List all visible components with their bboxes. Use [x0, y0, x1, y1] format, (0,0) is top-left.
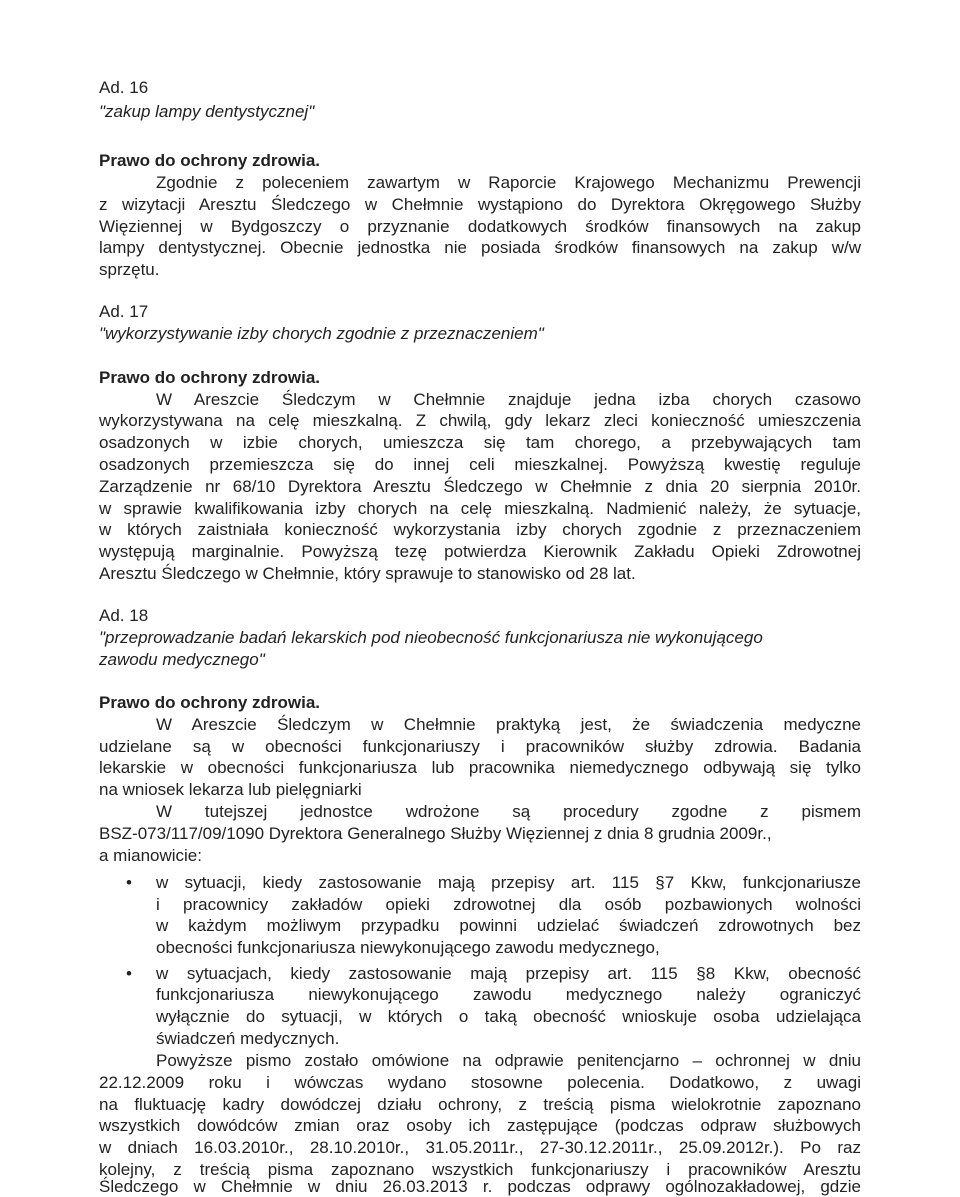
paragraph-line: w dniach 16.03.2010r., 28.10.2010r., 31.05.2011r., 27-30.12.2011r., 25.09.2012r.). Po raz: [99, 1138, 861, 1157]
ad16-heading: Ad. 16: [99, 78, 149, 97]
ad17-label: Prawo do ochrony zdrowia.: [99, 368, 321, 387]
bullet-icon: •: [126, 873, 132, 892]
list-item-line: w sytuacjach, kiedy zastosowanie mają przepisy art. 115 §8 Kkw, obecność: [156, 964, 861, 983]
paragraph-line: udzielane są w obecności funkcjonariuszy i pracowników służby zdrowia. Badania: [99, 737, 861, 756]
paragraph-line: Aresztu Śledczego w Chełmnie, który sprawuje to stanowisko od 28 lat.: [99, 564, 636, 583]
paragraph-line: w których zaistniała konieczność wykorzystania izby chorych zgodnie z przeznaczeniem: [99, 520, 861, 539]
ad18-label: Prawo do ochrony zdrowia.: [99, 693, 321, 712]
paragraph-line: na fluktuację kadry dowódczej działu ochrony, z treścią pisma wielokrotnie zapoznano: [99, 1095, 861, 1114]
paragraph-line: Zgodnie z poleceniem zawartym w Raporcie Krajowego Mechanizmu Prewencji: [156, 173, 861, 192]
paragraph-line: wszystkich dowódców zmian oraz osoby ich zastępujące (podczas odpraw służbowych: [99, 1116, 861, 1135]
list-item-line: obecności funkcjonariusza niewykonującego zawodu medycznego,: [156, 938, 660, 957]
paragraph-line: W Areszcie Śledczym w Chełmnie znajduje jedna izba chorych czasowo: [156, 390, 861, 409]
paragraph-line: na wniosek lekarza lub pielęgniarki: [99, 780, 362, 799]
paragraph-line: W tutejszej jednostce wdrożone są procedury zgodne z pismem: [156, 802, 861, 821]
paragraph-line: osadzonych przemieszcza się do innej celi mieszkalnej. Powyższą kwestię reguluje: [99, 455, 861, 474]
list-item-line: świadczeń medycznych.: [156, 1029, 340, 1048]
ad18-heading: Ad. 18: [99, 606, 149, 625]
list-item-line: funkcjonariusza niewykonującego zawodu medycznego należy ograniczyć: [156, 985, 861, 1004]
paragraph-line: osadzonych w izbie chorych, umieszcza się tam chorego, a przebywających tam: [99, 433, 861, 452]
list-item-line: i pracownicy zakładów opieki zdrowotnej dla osób pozbawionych wolności: [156, 895, 861, 914]
paragraph-line: kolejny, z treścią pisma zapoznano wszystkich funkcjonariuszy i pracowników Aresztu: [99, 1160, 861, 1179]
list-item-line: wyłącznie do sytuacji, w których o taką obecność wnioskuje osoba udzielająca: [156, 1007, 861, 1026]
paragraph-line: W Areszcie Śledczym w Chełmnie praktyką jest, że świadczenia medyczne: [156, 715, 861, 734]
paragraph-line: Więziennej w Bydgoszczy o przyznanie dodatkowych środków finansowych na zakup: [99, 217, 861, 236]
paragraph-line: wykorzystywana na celę mieszkalną. Z chwilą, gdy lekarz zleci konieczność umieszczenia: [99, 411, 861, 430]
paragraph-line: Zarządzenie nr 68/10 Dyrektora Aresztu Śledczego w Chełmnie z dnia 20 sierpnia 2010r.: [99, 477, 861, 496]
ad17-subject: "wykorzystywanie izby chorych zgodnie z przeznaczeniem": [99, 324, 544, 343]
ad18-subject: "przeprowadzanie badań lekarskich pod nieobecność funkcjonariusza nie wykonującego: [99, 628, 763, 647]
list-item-line: w każdym możliwym przypadku powinni udzielać świadczeń zdrowotnych bez: [156, 916, 861, 935]
paragraph-line: a mianowicie:: [99, 846, 202, 865]
paragraph-line: występują marginalnie. Powyższą tezę potwierdza Kierownik Zakładu Opieki Zdrowotnej: [99, 542, 861, 561]
ad17-heading: Ad. 17: [99, 302, 149, 321]
ad18-subject: zawodu medycznego": [99, 650, 265, 669]
bullet-icon: •: [126, 964, 132, 983]
paragraph-line: lampy dentystycznej. Obecnie jednostka nie posiada środków finansowych na zakup w/w: [99, 238, 861, 257]
paragraph-line: z wizytacji Aresztu Śledczego w Chełmnie wystąpiono do Dyrektora Okręgowego Służby: [99, 195, 861, 214]
paragraph-line: Śledczego w Chełmnie w dniu 26.03.2013 r. podczas odprawy ogólnozakładowej, gdzie: [99, 1177, 861, 1196]
paragraph-line: lekarskie w obecności funkcjonariusza lub pracownika niemedycznego odbywają się tylko: [99, 758, 861, 777]
paragraph-line: BSZ-073/117/09/1090 Dyrektora Generalnego Służby Więziennej z dnia 8 grudnia 2009r.,: [99, 824, 772, 843]
list-item-line: w sytuacji, kiedy zastosowanie mają przepisy art. 115 §7 Kkw, funkcjonariusze: [156, 873, 861, 892]
paragraph-line: Powyższe pismo zostało omówione na odprawie penitencjarno – ochronnej w dniu: [156, 1051, 861, 1070]
paragraph-line: sprzętu.: [99, 260, 160, 279]
ad16-label: Prawo do ochrony zdrowia.: [99, 151, 321, 170]
paragraph-line: w sprawie kwalifikowania izby chorych na celę mieszkalną. Nadmienić należy, że sytuacje,: [99, 499, 861, 518]
ad16-subject: "zakup lampy dentystycznej": [99, 102, 315, 121]
paragraph-line: 22.12.2009 roku i wówczas wydano stosowne polecenia. Dodatkowo, z uwagi: [99, 1073, 861, 1092]
